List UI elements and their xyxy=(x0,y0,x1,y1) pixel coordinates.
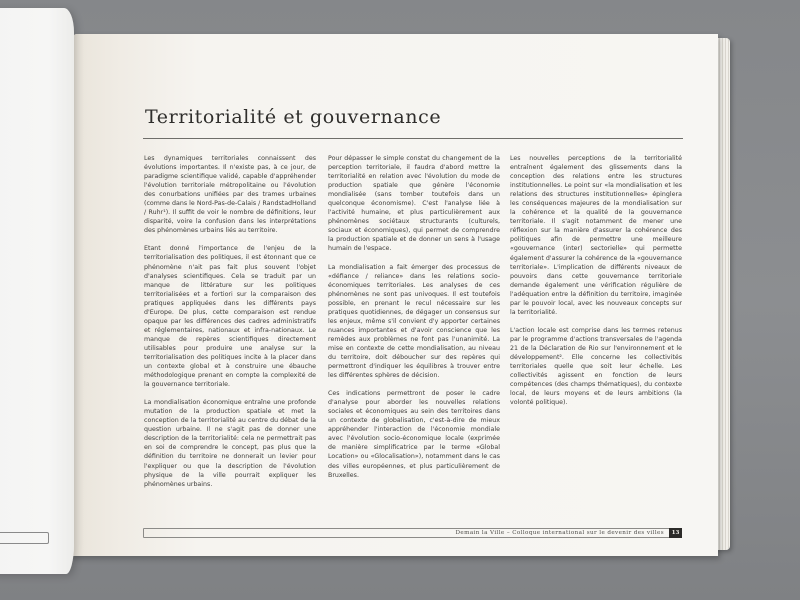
paragraph: Etant donné l'importance de l'enjeu de la territorialisation des politiques, il est étonnant que ce phénomène n'ait pas fait plus souvent l'objet d'analyses scientifiques. Cela se traduit par un manque de littérature sur les politiques territorialisées et a fortiori sur la comparaison des pratiques appliquées dans les différents pays d'Europe. De plus, cette comparaison est rendue opaque par les différences des cadres administratifs et réglementaires, nationaux et infra-nationaux. Le manque de repères scientifiques directement utilisables pour produire une analyse sur la territorialisation des politiques incite à la placer dans un contexte global et à construire une ébauche méthodologique prenant en compte la complexité de la gouvernance territoriale. xyxy=(144,245,316,389)
paragraph: Ces indications permettront de poser le cadre d'analyse pour aborder les nouvelles relations sociales et économiques au sein des territoires dans un contexte de globalisation, c'est-à-dire de mieux appréhender l'interaction de l'économie mondiale avec l'évolution socio-économique locale (exprimée de manière simplificatrice par le terme «Global Location» ou «Glocalisation»), notamment dans le cas des villes européennes, et plus particulièrement de Bruxelles. xyxy=(328,390,500,479)
paragraph: L'action locale est comprise dans les termes retenus par le programme d'actions transversales de l'agenda 21 de la Déclaration de Rio sur l'environnement et le développement². Elle concerne les collectivités territoriales quelle que soit leur échelle. Les collectivités agissent en fonction de leurs compétences (des champs thématiques), du contexte local, de leurs moyens et de leurs ambitions (la volonté politique). xyxy=(510,326,682,407)
title-rule xyxy=(143,138,683,139)
paragraph: Pour dépasser le simple constat du changement de la perception territoriale, il faudra d'abord mettre la territorialité en relation avec l'évolution du mode de production spatiale que génère l'économie mondialisée (sans tomber toutefois dans un quelconque économisme). C'est l'analyse liée à l'activité humaine, et plus particulièrement aux phénomènes sociétaux structurants (culturels, sociaux et économiques), qui permet de comprendre la production spatiale et de donner un sens à l'usage humain de l'espace. xyxy=(328,155,500,253)
page-number: 13 xyxy=(669,528,682,538)
left-page xyxy=(0,8,74,574)
paragraph: La mondialisation a fait émerger des processus de «défiance / reliance» dans les relations socio-économiques territoriales. Les analyses de ces phénomènes ne sont pas univoques. Il est toutefois possible, en prenant le recul nécessaire sur les pratiques quotidiennes, de dégager un consensus sur les enjeux, même s'il convient d'y apporter certaines nuances importantes et d'avoir conscience que les remèdes aux problèmes ne font pas l'unanimité. La mise en contexte de cette mondialisation, au niveau du territoire, doit déboucher sur des repères qui permettront d'indiquer les équilibres à trouver entre les différentes sphères de décision. xyxy=(328,263,500,380)
paragraph: La mondialisation économique entraîne une profonde mutation de la production spatiale et met la conception de la territorialité au centre du débat de la question urbaine. Il ne s'agit pas de donner une description de la territorialité: cela ne permettrait pas en soi de comprendre le concept, pas plus que la définition du territoire ne donnerait un levier pour l'expliquer ou que la description de l'évolution physique de la ville pourrait expliquer les phénomènes urbains. xyxy=(144,399,316,488)
left-page-footer-box xyxy=(0,532,49,544)
paragraph: Les nouvelles perceptions de la territorialité entraînent également des glissements dans la conception des relations entre les structures institutionnelles. Le point sur «la mondialisation et les relations des structures institutionnelles» épinglera les conséquences majeures de la mondialisation sur la cohérence et la qualité de la gouvernance territoriale. Il s'agit notamment de mener une réflexion sur la manière d'assurer la cohérence des politiques afin de permettre une meilleure «gouvernance (inter) sectorielle» qui permette également d'assurer la cohérence de la «gouvernance territoriale». L'implication de différents niveaux de pouvoirs dans cette gouvernance territoriale demande également une vérification régulière de l'adéquation entre la définition du territoire, imaginée par le pouvoir local, avec les nouveaux concepts sur la territorialité. xyxy=(510,155,682,316)
paragraph: Les dynamiques territoriales connaissent des évolutions importantes. Il n'existe pas, à ce jour, de paradigme scientifique validé, capable d'appréhender l'évolution territoriale métropolitaine ou l'évolution des conurbations unifiées par des trames urbaines (comme dans le Nord-Pas-de-Calais / RandstadHolland / Ruhr¹). Il suffit de voir le nombre de définitions, leur disparité, voire la confusion dans les interprétations des phénomènes urbains liés au territoire. xyxy=(144,155,316,235)
text-column-1 xyxy=(144,154,316,498)
page-title: Territorialité et gouvernance xyxy=(145,106,442,128)
text-column-3 xyxy=(510,154,682,416)
running-footer xyxy=(143,528,673,538)
text-column-2 xyxy=(328,154,500,489)
running-title: Demain la Ville – Colloque international sur le devenir des villes xyxy=(455,530,664,536)
